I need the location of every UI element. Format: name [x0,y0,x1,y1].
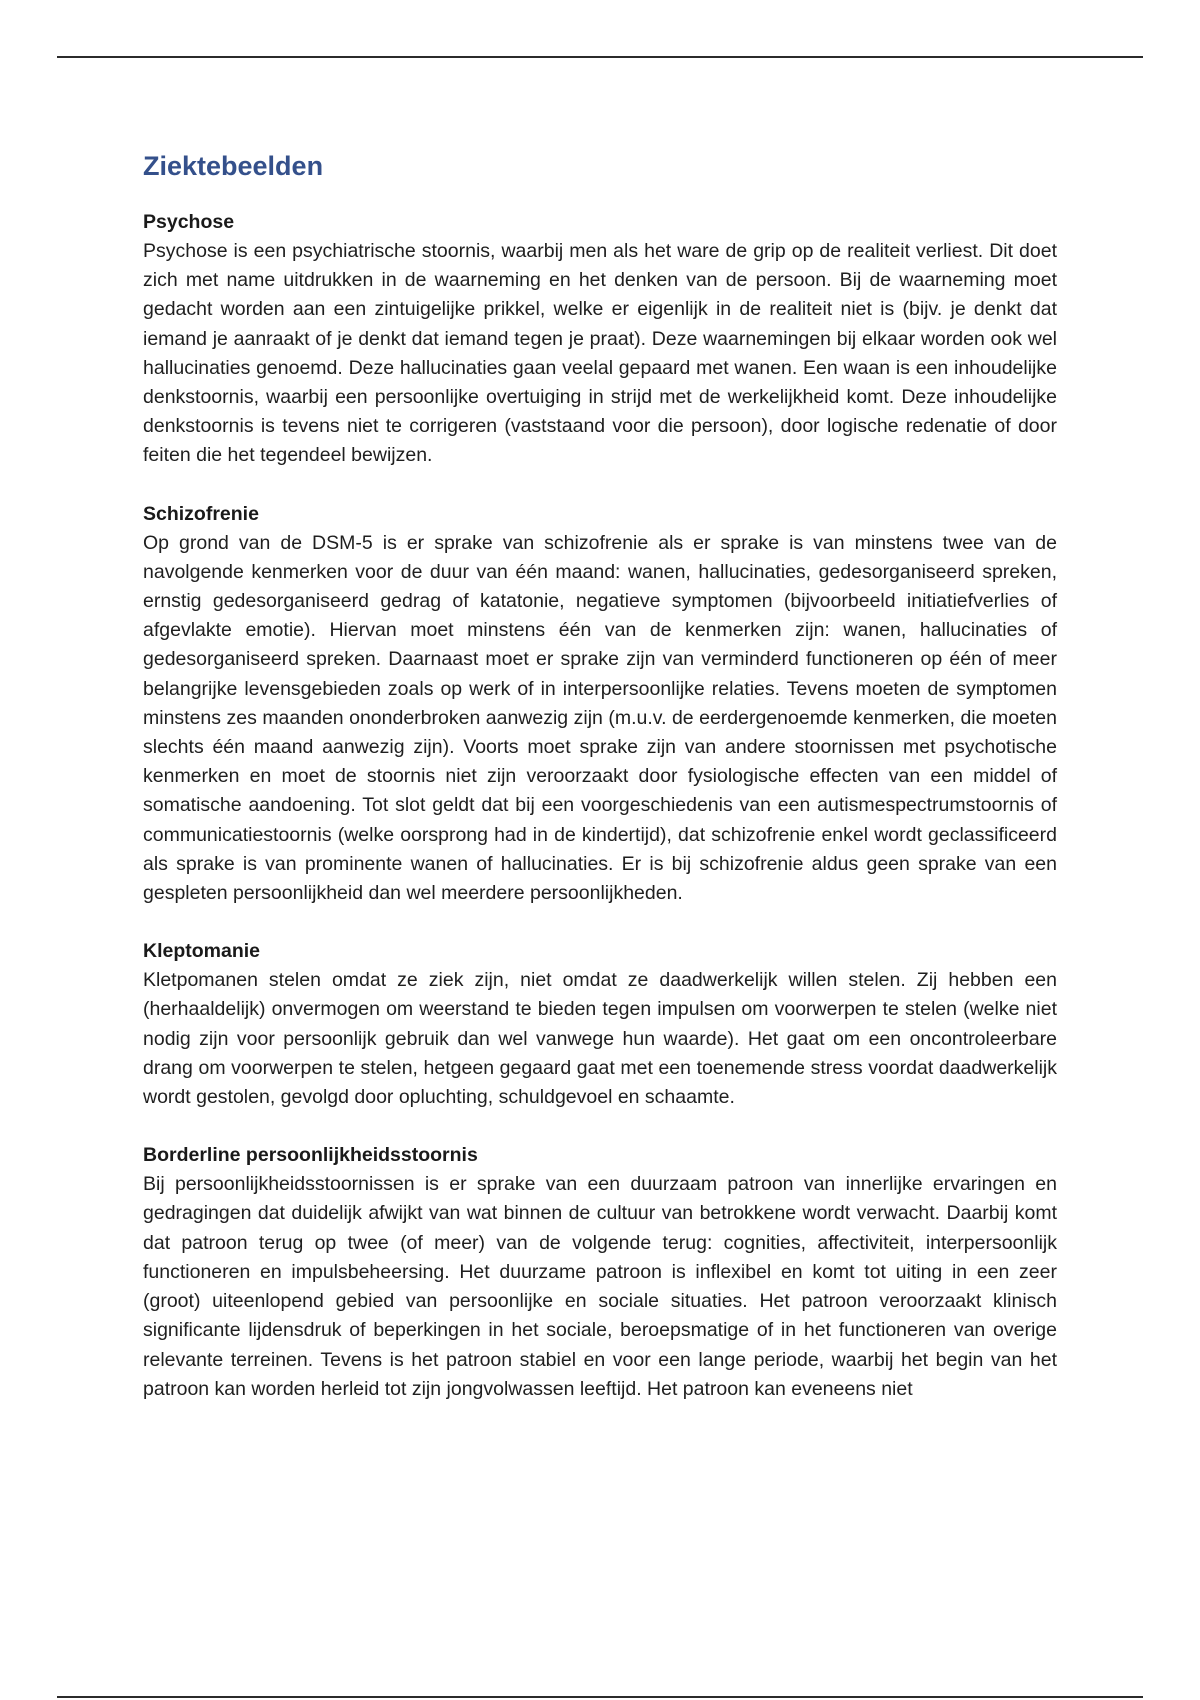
section-heading: Borderline persoonlijkheidsstoornis [143,1144,478,1167]
page-title: Ziektebeelden [143,151,324,181]
section-heading: Psychose [143,211,235,233]
section-body: Bij persoonlijkheidsstoornissen is er sprake van een duurzaam patroon van innerlijke ervaringen en gedragingen dat duidelijk afwijkt van wat binnen de cultuur van betrokkene wordt verwacht. Daarbij komt dat patroon terug op twee (of meer) van de volgende terug: cognities, affectiviteit, interpersoonlijk functioneren en impulsbeheersing. Het duurzame patroon is inflexibel en komt tot uiting in een zeer (groot) uiteenlopend gebied van persoonlijke en sociale situaties. Het patroon veroorzaakt klinisch significante lijdensdruk of beperkingen in het sociale, beroepsmatige of in het functioneren van overige relevante terreinen. Tevens is het patroon stabiel en voor een lange periode, waarbij het begin van het patroon kan worden herleid tot zijn jongvolwassen leeftijd. Het patroon kan eveneens niet [143,1173,1057,1400]
section-heading: Kleptomanie [143,940,261,963]
section-kleptomanie [143,937,1057,1112]
document-content [143,146,1057,1433]
bottom-rule [57,1696,1143,1698]
section-body: Psychose is een psychiatrische stoornis, waarbij men als het ware de grip op de realiteit verliest. Dit doet zich met name uitdrukken in de waarneming en het denken van de persoon. Bij de waarneming moet gedacht worden aan een zintuigelijke prikkel, welke er eigenlijk in de realiteit niet is (bijv. je denkt dat iemand je aanraakt of je denkt dat iemand tegen je praat). Deze waarnemingen bij elkaar worden ook wel hallucinaties genoemd. Deze hallucinaties gaan veelal gepaard met wanen. Een waan is een inhoudelijke denkstoornis, waarbij een persoonlijke overtuiging in strijd met de werkelijkheid komt. Deze inhoudelijke denkstoornis is tevens niet te corrigeren (vaststaand voor die persoon), door logische redenatie of door feiten die het tegendeel bewijzen. [143,240,1057,467]
top-rule [57,56,1143,58]
section-body: Op grond van de DSM-5 is er sprake van schizofrenie als er sprake is van minstens twee van de navolgende kenmerken voor de duur van één maand: wanen, hallucinaties, gedesorganiseerd spreken, ernstig gedesorganiseerd gedrag of katatonie, negatieve symptomen (bijvoorbeeld initiatiefverlies of afgevlakte emotie). Hiervan moet minstens één van de kenmerken zijn: wanen, hallucinaties of gedesorganiseerd spreken. Daarnaast moet er sprake zijn van verminderd functioneren op één of meer belangrijke levensgebieden zoals op werk of in interpersoonlijke relaties. Tevens moeten de symptomen minstens zes maanden ononderbroken aanwezig zijn (m.u.v. de eerdergenoemde kenmerken, die moeten slechts één maand aanwezig zijn). Voorts moet sprake zijn van andere stoornissen met psychotische kenmerken en moet de stoornis niet zijn veroorzaakt door fysiologische effecten van een middel of somatische aandoening. Tot slot geldt dat bij een voorgeschiedenis van een autismespectrumstoornis of communicatiestoornis (welke oorsprong had in de kindertijd), dat schizofrenie enkel wordt geclassificeerd als sprake is van prominente wanen of hallucinaties. Er is bij schizofrenie aldus geen sprake van een gespleten persoonlijkheid dan wel meerdere persoonlijkheden. [143,531,1057,905]
section-schizofrenie [143,500,1057,909]
section-body: Kletpomanen stelen omdat ze ziek zijn, niet omdat ze daadwerkelijk willen stelen. Zij hebben een (herhaaldelijk) onvermogen om weerstand te bieden tegen impulsen om voorwerpen te stelen (welke niet nodig zijn voor persoonlijk gebruik dan wel vanwege hun waarde). Het gaat om een oncontroleerbare drang om voorwerpen te stelen, hetgeen gegaard gaat met een toenemende stress voordat daadwerkelijk wordt gestolen, gevolgd door opluchting, schuldgevoel en schaamte. [143,969,1057,1109]
section-psychose [143,208,1057,471]
section-heading: Schizofrenie [143,502,259,525]
section-borderline [143,1141,1057,1404]
